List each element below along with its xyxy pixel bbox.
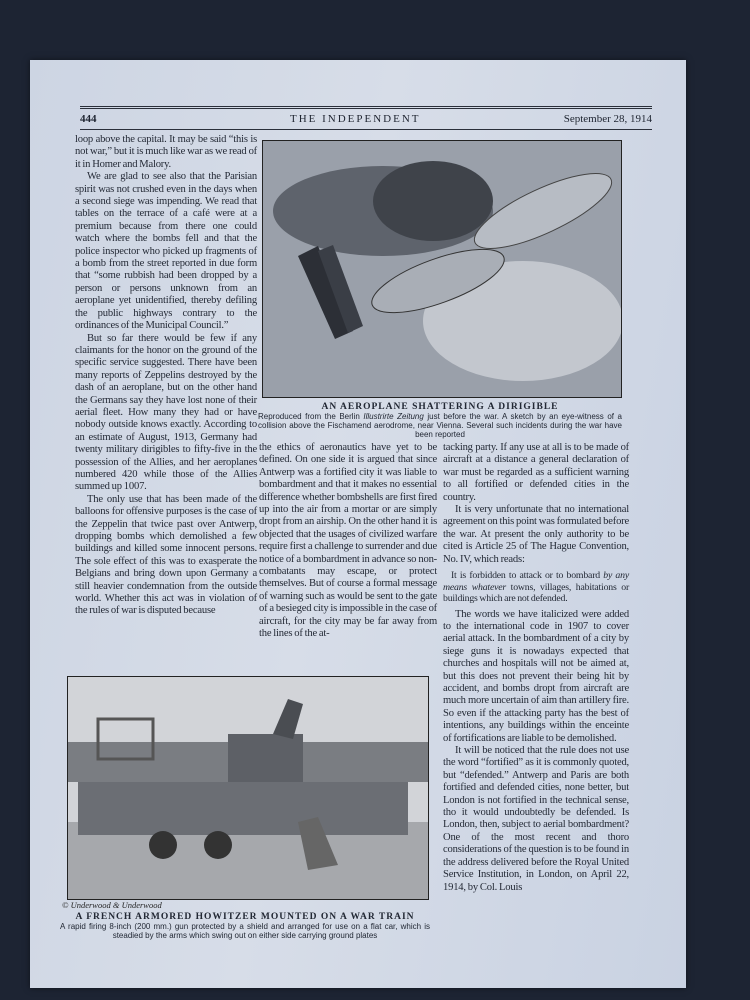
paragraph: It will be noticed that the rule does not use the word “fortified” as it is commonly quoted, but “defended.” Antwerp and Paris are both fortified and defended cities, none better, but London is not fortified in the technical sense, tho it would undoubtedly be defended. Is London, then, subject to aerial bombardment? One of the most recent and thoro considerations of the question is to be found in the address delivered before the Royal United Service Institution, in London, on April 22, 1914, by Col. Louis	[443, 745, 629, 893]
paragraph: But so far there would be few if any claimants for the honor on the ground of the specific service suggested. There have been many reports of Zeppelins destroyed by the dash of an aeroplane, but on the other hand the Germans say they have lost none of their aerial fleet. How many they had or have nobody outside knows exactly. According to an estimate of August, 1913, Germany had twenty military dirigibles to fifty-five in the possession of the Allies, and her aeroplanes numbered 420 while those of the Allies summed up 1007.	[75, 332, 257, 493]
caption-text: just before the war. A sketch by an eye-witness of a collision above the Fischamend aerodrome, near Vienna. Several such incidents during the war have been reported	[258, 412, 623, 439]
aeroplane-dirigible-sketch	[263, 141, 621, 397]
figure2-caption	[60, 912, 430, 940]
figure1-description	[258, 412, 622, 439]
armored-howitzer-photo	[68, 677, 428, 899]
quote-text: towns, villages, habitations or buildings which are not defended.	[443, 581, 630, 605]
issue-date: September 28, 1914	[563, 113, 652, 125]
figure2-description: A rapid firing 8-inch (200 mm.) gun protected by a shield and arranged for use on a flat car, which is steadied by the arms which swing out on either side carrying ground plates	[60, 922, 430, 940]
paragraph: the ethics of aeronautics have yet to be defined. On one side it is argued that since Antwerp was a fortified city it was liable to bombardment and that it makes no essential difference whether bombshells are first fired up into the air from a mortar or are simply dropt from an airship. On the other hand it is objected that the usages of civilized warfare require first a challenge to surrender and due notice of a bombardment in advance so non-combatants may escape, or protect themselves. But of course a formal message of warning such as would be sent to the gate of a besieged city is impossible in the case of aircraft, for the city may be far away from the lines of the at-	[259, 442, 437, 640]
caption-text: Reproduced from the Berlin	[258, 412, 364, 421]
figure1-title: AN AEROPLANE SHATTERING A DIRIGIBLE	[321, 402, 559, 412]
running-header	[80, 106, 652, 130]
paragraph: tacking party. If any use at all is to be made of aircraft at a distance a general declaration of war must be regarded as a sufficient warning to all fortified or defended cities in the country.	[443, 442, 629, 503]
figure1-caption	[258, 402, 622, 439]
text-column-2	[259, 442, 437, 641]
page-number: 444	[80, 113, 97, 125]
quote-italic: by any means whatever	[443, 570, 629, 593]
caption-italic: Illustrirte Zeitung	[363, 412, 424, 421]
paragraph: We are glad to see also that the Parisian spirit was not crushed even in the days when a second siege was impending. We read that tables on the terrace of a café were at a premium because from there one could watch where the bombs fell and that the police inspector who picked up fragments of a bomb from the street reported in due form that “some rubbish had been dropped by a person or persons unknown from an aeroplane yet unidentified, thereby defiling the public highways contrary to the ordinances of the Municipal Council.”	[75, 171, 257, 332]
figure2-title: A FRENCH ARMORED HOWITZER MOUNTED ON A WAR TRAIN	[75, 912, 415, 922]
text-column-3	[443, 442, 629, 894]
magazine-page	[30, 60, 686, 988]
quote-text: It is forbidden to attack or to bombard	[451, 570, 604, 582]
text-column-1	[75, 134, 257, 618]
photo-credit: © Underwood & Underwood	[62, 900, 162, 910]
paragraph: loop above the capital. It may be said “this is not war,” but it is much like war as we read of it in Homer and Malory.	[75, 134, 257, 170]
paragraph: The words we have italicized were added to the international code in 1907 to cover aerial attack. In the bombardment of a city by siege guns it is nowadays expected that churches and hospitals will not be aimed at, but this does not prevent their being hit by accident, and bombs dropt from aircraft are much more uncertain of aim than artillery fire. So even if the attacking party has the best of intentions, any buildings within the enceinte of fortifications are liable to be demolished.	[443, 608, 629, 744]
paragraph: It is very unfortunate that no international agreement on this point was formulated before the war. At present the only authority to be cited is Article 25 of The Hague Convention, No. IV, which reads:	[443, 504, 629, 565]
dirigible-illustration	[262, 140, 622, 398]
block-quote	[443, 570, 629, 605]
howitzer-photograph	[67, 676, 429, 900]
paragraph: The only use that has been made of the balloons for offensive purposes is the case of the Zeppelin that twice past over Antwerp, dropping bombs which demolished a few buildings and killed some innocent persons. The sole effect of this was to exasperate the Belgians and bring down upon Germany a still heavier condemnation from the outside world. Whether this act was in violation of the rules of war is disputed because	[75, 493, 257, 617]
publication-title: THE INDEPENDENT	[290, 113, 421, 125]
